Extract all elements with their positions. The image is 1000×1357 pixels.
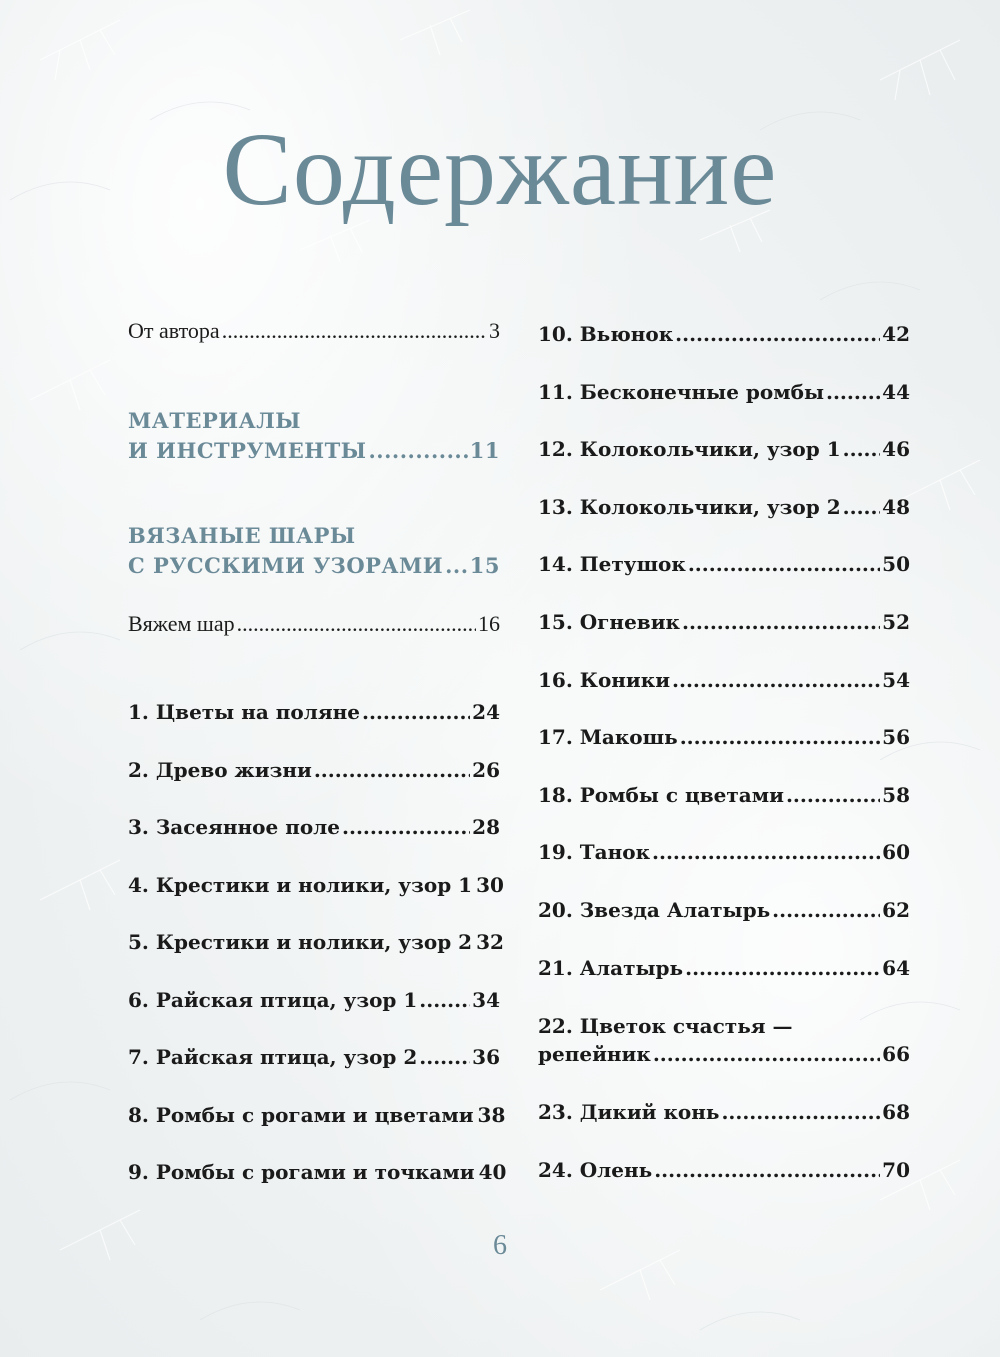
toc-entry-pattern[interactable] (128, 815, 500, 839)
toc-section-line1: ВЯЗАНЫЕ ШАРЫ (128, 523, 356, 548)
toc-entry-page: 11 (469, 438, 500, 463)
toc-entry-pattern[interactable] (538, 1158, 910, 1182)
toc-entry-page: 40 (478, 1160, 507, 1184)
toc-entry-page: 70 (882, 1158, 910, 1182)
toc-leader-dots (222, 318, 487, 344)
toc-entry-pattern[interactable] (538, 668, 910, 692)
toc-leader-dots (419, 988, 470, 1012)
toc-entry-page: 58 (882, 783, 910, 807)
toc-entry-page: 46 (882, 437, 910, 461)
toc-entry-page: 48 (882, 495, 910, 519)
toc-leader-dots (786, 783, 880, 807)
toc-leader-dots (843, 495, 881, 519)
toc-entry-author[interactable] (128, 318, 500, 344)
toc-entry-pattern[interactable] (128, 1103, 506, 1127)
toc-entry-page: 28 (472, 815, 500, 839)
toc-entry-label: 1. Цветы на поляне (128, 700, 360, 724)
page-title: Содержание (222, 112, 778, 227)
toc-entry-label: 14. Петушок (538, 552, 686, 576)
toc-entry-pattern[interactable] (538, 1100, 910, 1124)
toc-entry-label: Вяжем шар (128, 611, 235, 636)
toc-entry-pattern[interactable] (538, 610, 910, 634)
toc-entry-page: 24 (472, 700, 500, 724)
toc-section-materials[interactable] (128, 408, 500, 468)
toc-leader-dots (772, 898, 880, 922)
toc-entry-pattern[interactable] (538, 725, 910, 749)
page-number: 6 (493, 1230, 507, 1261)
toc-leader-dots (237, 611, 476, 637)
toc-entry-label: 5. Крестики и нолики, узор 2 (128, 930, 473, 954)
toc-leader-dots (721, 1100, 880, 1124)
toc-entry-label: От автора (128, 318, 220, 343)
toc-section-line2: И ИНСТРУМЕНТЫ (128, 438, 367, 463)
toc-leader-dots (843, 437, 881, 461)
toc-entry-label: 21. Алатырь (538, 956, 684, 980)
toc-entry-label-continued: репейник (538, 1042, 651, 1066)
toc-entry-label: 2. Древо жизни (128, 758, 312, 782)
toc-section-line2-row (128, 553, 500, 578)
toc-entry-label: 13. Колокольчики, узор 2 (538, 495, 841, 519)
toc-entry-knit-ball[interactable] (128, 611, 500, 637)
toc-entry-label: 18. Ромбы с цветами (538, 783, 784, 807)
toc-leader-dots (682, 610, 880, 634)
toc-leader-dots (680, 725, 880, 749)
toc-entry-label: 22. Цветок счастья — (538, 1014, 793, 1038)
toc-section-line2: С РУССКИМИ УЗОРАМИ (128, 553, 444, 578)
toc-entry-label: 12. Колокольчики, узор 1 (538, 437, 841, 461)
toc-entry-page: 38 (477, 1103, 506, 1127)
toc-entry-label: 8. Ромбы с рогами и цветами (128, 1103, 474, 1127)
toc-leader-dots (368, 438, 467, 463)
toc-entry-label: 20. Звезда Алатырь (538, 898, 771, 922)
toc-entry-label: 3. Засеянное поле (128, 815, 341, 839)
toc-leader-dots (672, 668, 880, 692)
toc-entry-page: 32 (476, 930, 504, 954)
toc-entry-label: 17. Макошь (538, 725, 678, 749)
toc-entry-pattern[interactable] (128, 700, 500, 724)
toc-entry-label: 9. Ромбы с рогами и точками (128, 1160, 475, 1184)
toc-leader-dots (653, 1042, 880, 1066)
toc-entry-label: 15. Огневик (538, 610, 680, 634)
toc-entry-page: 16 (478, 611, 500, 636)
toc-entry-label: 11. Бесконечные ромбы (538, 380, 824, 404)
toc-entry-pattern[interactable] (538, 783, 910, 807)
toc-entry-pattern[interactable] (128, 988, 500, 1012)
toc-entry-label: 6. Райская птица, узор 1 (128, 988, 418, 1012)
toc-leader-dots (419, 1045, 470, 1069)
toc-leader-dots (342, 815, 470, 839)
toc-leader-dots (826, 380, 880, 404)
toc-entry-pattern[interactable] (128, 873, 504, 897)
toc-leader-dots (652, 840, 880, 864)
toc-entry-page: 66 (882, 1042, 910, 1066)
toc-leader-dots (654, 1158, 880, 1182)
toc-entry-pattern[interactable] (538, 956, 910, 980)
toc-entry-label: 16. Коники (538, 668, 671, 692)
toc-entry-pattern[interactable] (538, 322, 910, 346)
toc-section-line1: МАТЕРИАЛЫ (128, 408, 302, 433)
toc-entry-second-line (538, 1042, 910, 1066)
toc-entry-page: 56 (882, 725, 910, 749)
toc-section-line2-row (128, 438, 500, 463)
toc-entry-page: 62 (882, 898, 910, 922)
toc-entry-pattern-twoline[interactable] (538, 1014, 910, 1074)
toc-entry-page: 54 (882, 668, 910, 692)
toc-entry-pattern[interactable] (538, 437, 910, 461)
toc-leader-dots (445, 553, 468, 578)
toc-entry-pattern[interactable] (538, 898, 910, 922)
toc-leader-dots (685, 956, 880, 980)
toc-entry-label: 19. Танок (538, 840, 651, 864)
toc-entry-label: 7. Райская птица, узор 2 (128, 1045, 418, 1069)
toc-section-knitted-balls[interactable] (128, 523, 500, 583)
toc-entry-pattern[interactable] (128, 930, 504, 954)
toc-entry-pattern[interactable] (538, 552, 910, 576)
toc-leader-dots (688, 552, 880, 576)
toc-entry-label: 4. Крестики и нолики, узор 1 (128, 873, 473, 897)
toc-entry-pattern[interactable] (538, 495, 910, 519)
toc-entry-page: 42 (882, 322, 910, 346)
toc-entry-label: 23. Дикий конь (538, 1100, 720, 1124)
toc-leader-dots (362, 700, 470, 724)
toc-entry-page: 30 (476, 873, 504, 897)
toc-entry-pattern[interactable] (538, 380, 910, 404)
toc-entry-page: 68 (882, 1100, 910, 1124)
toc-entry-page: 60 (882, 840, 910, 864)
toc-entry-pattern[interactable] (128, 1160, 507, 1184)
toc-entry-page: 64 (882, 956, 910, 980)
toc-leader-dots (675, 322, 880, 346)
toc-entry-pattern[interactable] (128, 758, 500, 782)
toc-entry-pattern[interactable] (538, 840, 910, 864)
toc-entry-page: 36 (472, 1045, 500, 1069)
toc-entry-page: 3 (489, 318, 500, 343)
toc-entry-page: 15 (469, 553, 500, 578)
toc-entry-page: 26 (472, 758, 500, 782)
toc-leader-dots (314, 758, 470, 782)
toc-entry-page: 34 (472, 988, 500, 1012)
toc-entry-pattern[interactable] (128, 1045, 500, 1069)
toc-entry-label: 10. Вьюнок (538, 322, 674, 346)
toc-entry-label: 24. Олень (538, 1158, 653, 1182)
toc-entry-page: 50 (882, 552, 910, 576)
toc-entry-page: 52 (882, 610, 910, 634)
toc-entry-page: 44 (882, 380, 910, 404)
